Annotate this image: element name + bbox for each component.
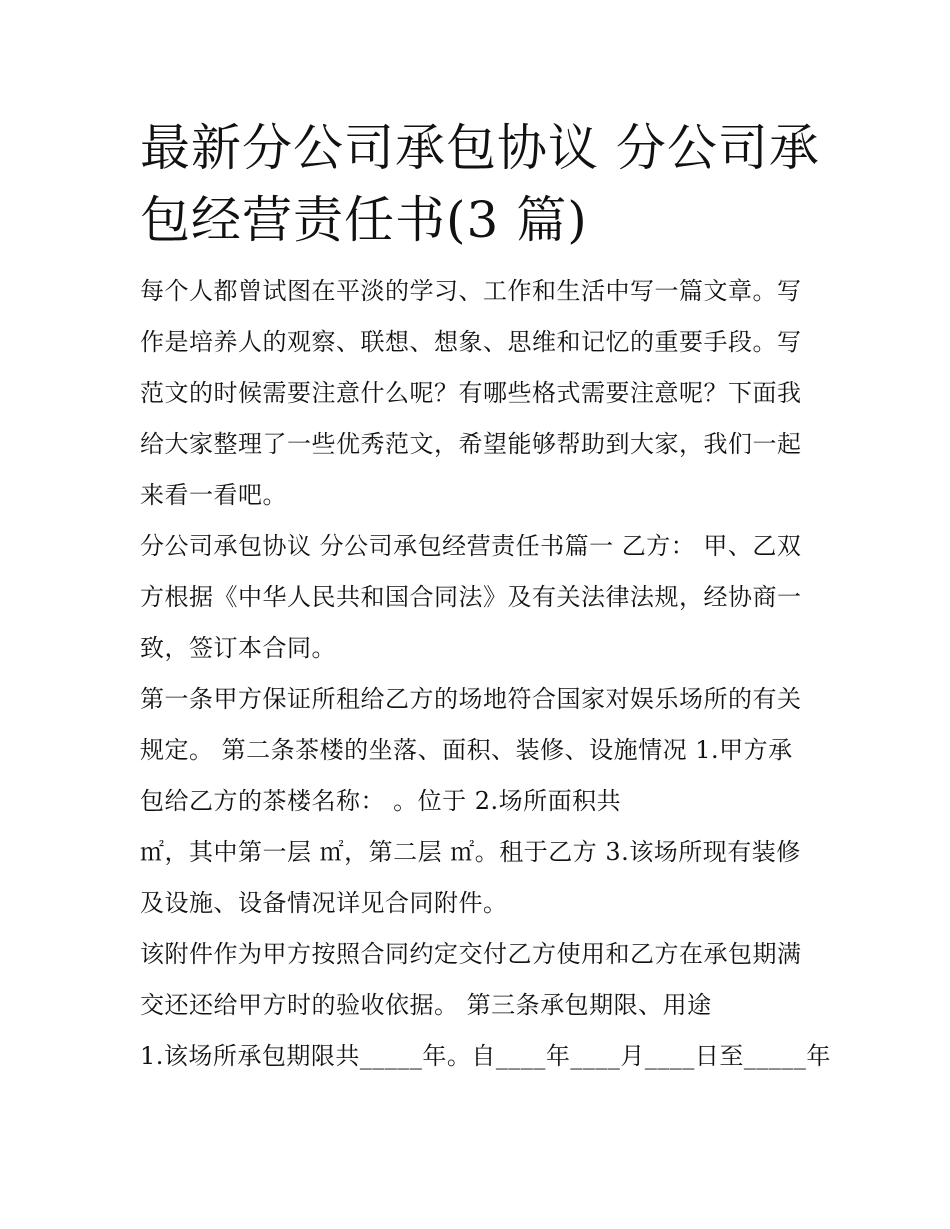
text-line: 来看一看吧。: [140, 481, 287, 509]
text-line: 包给乙方的茶楼名称： 。位于 2.场所面积共: [140, 787, 622, 815]
text-line: 规定。 第二条茶楼的坐落、面积、装修、设施情况 1.甲方承: [140, 736, 793, 764]
article-three-paragraph: [140, 929, 831, 1082]
text-line: 致，签订本合同。: [140, 634, 336, 662]
title-line: 最新分公司承包协议 分公司承: [140, 119, 820, 177]
text-line: 交还还给甲方时的验收依据。 第三条承包期限、用途: [140, 991, 712, 1019]
title-line: 包经营责任书(3 篇): [140, 191, 588, 249]
text-line: 第一条甲方保证所租给乙方的场地符合国家对娱乐场所的有关: [140, 685, 802, 713]
document-page: [140, 112, 831, 1082]
text-line: 每个人都曾试图在平淡的学习、工作和生活中写一篇文章。写: [140, 277, 802, 305]
text-line: 给大家整理了一些优秀范文，希望能够帮助到大家，我们一起: [140, 430, 802, 458]
agreement-intro-paragraph: [140, 521, 820, 674]
text-line: 及设施、设备情况详见合同附件。: [140, 889, 508, 917]
text-line: 1.该场所承包期限共_____年。自____年____月____日至_____年: [140, 1042, 831, 1070]
document-title: [140, 112, 820, 256]
intro-paragraph: [140, 266, 820, 521]
text-line: 作是培养人的观察、联想、想象、思维和记忆的重要手段。写: [140, 328, 802, 356]
text-line: ㎡，其中第一层 ㎡，第二层 ㎡。租于乙方 3.该场所现有装修: [140, 838, 801, 866]
text-line: 该附件作为甲方按照合同约定交付乙方使用和乙方在承包期满: [140, 940, 802, 968]
text-line: 分公司承包协议 分公司承包经营责任书篇一 乙方： 甲、乙双: [140, 532, 802, 560]
article-one-two-paragraph: [140, 674, 820, 929]
text-line: 范文的时候需要注意什么呢？有哪些格式需要注意呢？下面我: [140, 379, 802, 407]
text-line: 方根据《中华人民共和国合同法》及有关法律法规，经协商一: [140, 583, 802, 611]
